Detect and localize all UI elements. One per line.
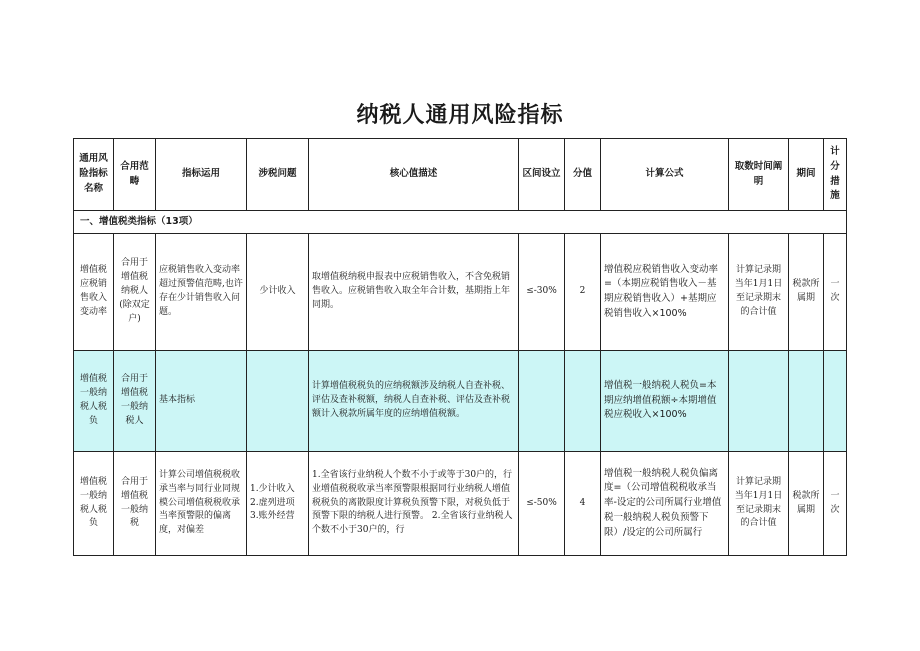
cell-core: 计算增值税税负的应纳税额涉及纳税人自查补税、评估及查补税额，纳税人自查补税、评估及查补税额计入税款所属年度的应纳增值税额。 xyxy=(309,351,519,452)
cell-usage-text: 计算公司增值税税收承当率与同行业同规模公司增值税税收承当率预警限的偏离度，对偏差 xyxy=(159,469,241,536)
cell-issue xyxy=(247,351,309,452)
cell-issue xyxy=(247,452,309,556)
cell-scope xyxy=(114,452,156,556)
cell-name: 增值税应税销售收入变动率 xyxy=(74,234,114,351)
cell-score xyxy=(565,351,601,452)
cell-scope-text: 合用于增值税一般纳税 xyxy=(120,476,148,529)
cell-core xyxy=(309,452,519,556)
cell-period xyxy=(789,351,824,452)
cell-formula: 增值税应税销售收入变动率=（本期应税销售收入－基期应税销售收入）+基期应税销售收入×100% xyxy=(601,234,729,351)
cell-name xyxy=(74,452,114,556)
header-core: 核心值描述 xyxy=(309,139,519,211)
cell-scope: 合用于增值税纳税人(除双定户) xyxy=(114,234,156,351)
cell-formula xyxy=(601,452,729,556)
cell-issue: 少计收入 xyxy=(247,234,309,351)
cell-period: 税款所属期 xyxy=(789,234,824,351)
cell-period: 税款所属期 xyxy=(789,452,824,556)
cell-range xyxy=(519,351,565,452)
cell-name: 增值税一般纳税人税负 xyxy=(74,351,114,452)
header-issue: 涉税问题 xyxy=(247,139,309,211)
cell-formula-text: 增值税一般纳税人税负偏离度=（公司增值税税收承当率-设定的公司所属行业增值税一般纳税人税负预警下限）/设定的公司所属行 xyxy=(604,467,722,538)
header-time: 取数时间阐明 xyxy=(729,139,789,211)
table-row xyxy=(74,452,847,556)
cell-time xyxy=(729,351,789,452)
cell-range: ≤-50% xyxy=(519,452,565,556)
header-usage: 指标运用 xyxy=(156,139,247,211)
cell-core: 取增值税纳税申报表中应税销售收入，不含免税销售收入。应税销售收入取全年合计数，基期指上年同期。 xyxy=(309,234,519,351)
cell-measure: 一次 xyxy=(824,234,847,351)
header-name: 通用风险指标名称 xyxy=(74,139,114,211)
cell-measure xyxy=(824,351,847,452)
cell-name-text: 增值税一般纳税人税负 xyxy=(79,476,107,529)
header-measure: 计分措施 xyxy=(824,139,847,211)
cell-usage: 应税销售收入变动率超过预警值范畴,也许存在少计销售收入问题。 xyxy=(156,234,247,351)
cell-measure: 一次 xyxy=(824,452,847,556)
cell-range: ≤-30% xyxy=(519,234,565,351)
header-range: 区间设立 xyxy=(519,139,565,211)
cell-score: 2 xyxy=(565,234,601,351)
header-period: 期间 xyxy=(789,139,824,211)
section-row xyxy=(74,211,847,234)
table-row xyxy=(74,234,847,351)
cell-time-text: 计算记录期当年1月1日至记录期末的合计值 xyxy=(734,476,783,529)
cell-usage xyxy=(156,452,247,556)
cell-issue-text: 1.少计收入 2.虚列进项 3.账外经营 xyxy=(250,483,295,522)
header-formula: 计算公式 xyxy=(601,139,729,211)
header-scope: 合用范畴 xyxy=(114,139,156,211)
cell-time: 计算记录期当年1月1日至记录期末的合计值 xyxy=(729,234,789,351)
table-header-row xyxy=(74,139,847,211)
cell-core-text: 1.全省该行业纳税人个数不小于或等于30户的，行业增值税税收承当率预警限根据同行业纳税人增值税税负的离散限度计算税负预警下限，对税负低于预警下限的纳税人进行预警。 2.全省该行业纳税人个数不小于30户的，行 xyxy=(312,469,513,536)
page-title: 纳税人通用风险指标 xyxy=(356,103,564,128)
cell-scope: 合用于增值税一般纳税人 xyxy=(114,351,156,452)
header-score: 分值 xyxy=(565,139,601,211)
section-title: 一、增值税类指标（13项） xyxy=(74,211,847,234)
cell-time xyxy=(729,452,789,556)
cell-usage: 基本指标 xyxy=(156,351,247,452)
cell-score: 4 xyxy=(565,452,601,556)
risk-indicator-table xyxy=(73,138,847,556)
cell-formula: 增值税一般纳税人税负=本期应纳增值税额÷本期增值税应税收入×100% xyxy=(601,351,729,452)
table-row xyxy=(74,351,847,452)
